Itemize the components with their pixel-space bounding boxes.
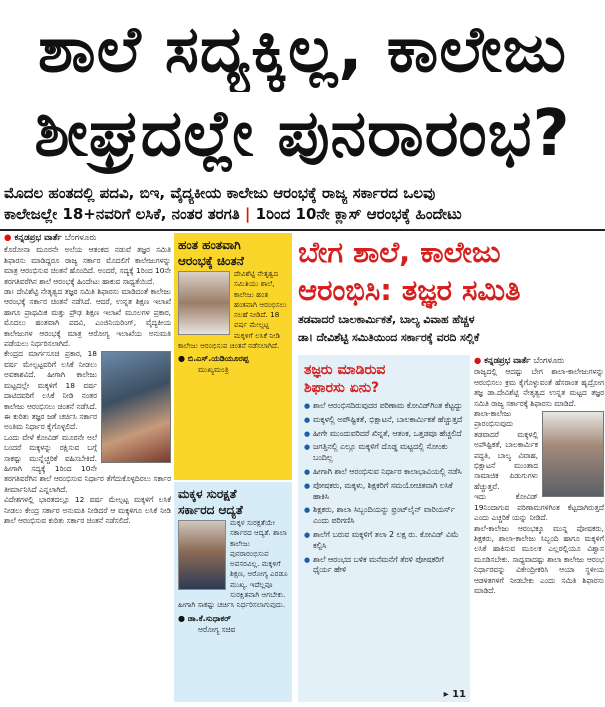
byline-place: ಬೆಂಗಳೂರು <box>64 233 97 243</box>
cm-signatory: ● ಬಿ.ಎಸ್.ಯಡಿಯೂರಪ್ಪ <box>178 354 249 364</box>
cm-box-title-2: ಆರಂಭಕ್ಕೆ ಚಿಂತನೆ <box>178 254 244 268</box>
cm-portrait <box>178 271 230 335</box>
left-article-body <box>4 245 171 526</box>
list-item: ● ಶಾಲೆಗೆ ಬರುವ ಮಕ್ಕಳಿಗೆ ತಲಾ 2 ಲಕ್ಷ ರು. ಕೋವಿಡ್ ವಿಮೆ ಕಲ್ಪಿಸಿ <box>304 530 464 552</box>
byline-source: ಕನ್ನಡಪ್ರಭ ವಾರ್ತೆ <box>14 233 62 243</box>
headline-line-1: ಶಾಲೆ ಸದ್ಯಕ್ಕಿಲ್ಲ, ಕಾಲೇಜು <box>37 13 568 87</box>
byline-bullet-icon: ● <box>474 355 482 365</box>
right-paragraph: ಶಾಲೆ-ಕಾಲೇಜು ಆರಂಭಕ್ಕೂ ಮುನ್ನ ಪೋಷಕರು, ಶಿಕ್ಷಕರು, ಶಾಲಾ-ಕಾಲೇಜು ಸಿಬ್ಬಂದಿ ಹಾಗೂ ಮಕ್ಕಳಿಗೆ ಲಸಿಕೆ ಹಾಕಿಸುವ ಮೂಲಕ ಎಲ್ಲರಲ್ಲಿಯೂ ವಿಶ್ವಾಸ ಮೂಡಿಸಬೇಕು. ಸಾಧ್ಯವಾದಷ್ಟು ಶಾಲಾ ಕಾಲೇಜು ಆರಂಭ ನಿರ್ಧಾರವನ್ನು ವಿಕೇಂದ್ರೀಕರಿಸಿ ಆಯಾ ಸ್ಥಳೀಯ ಆಡಳಿತಗಳಿಗೆ ನೀಡಬೇಕು ಎಂದು ಸಮಿತಿ ಶಿಫಾರಸು ಮಾಡಿದೆ. <box>474 523 604 595</box>
list-item: ● ಹೀಗಾಗಿ ಶಾಲೆ ಆರಂಭಿಸುವ ನಿರ್ಧಾರ ಕಾಲಾಭಾವಿಯಲ್ಲಿ ನಡೆಸಿ <box>304 467 464 478</box>
byline-place: ಬೆಂಗಳೂರು <box>533 355 565 365</box>
students-photo <box>101 351 171 463</box>
list-item: ● ಪೋಷಕರು, ಮಕ್ಕಳು, ಶಿಕ್ಷಕರಿಗೆ ಸಮಯೋಚಿತವಾಗಿ ಲಸಿಕೆ ಹಾಕಿಸಿ <box>304 481 464 503</box>
list-item: ● ಜಗತ್ತಿನಲ್ಲಿ ಎಲ್ಲೂ ಮಕ್ಕಳಿಗೆ ದೊಡ್ಡ ಮಟ್ಟದಲ್ಲಿ ಸೋಂಕು ಬಂದಿಲ್ಲ <box>304 442 464 464</box>
secondary-subheadline <box>298 311 604 349</box>
subhead-line-2b: 1ರಿಂದ 10ನೇ ಕ್ಲಾಸ್ ಆರಂಭಕ್ಕೆ ಹಿಂದೇಟು <box>255 205 462 223</box>
subhead-separator: | <box>244 205 251 223</box>
health-box-title-2: ಸರ್ಕಾರದ ಆದ್ಯತೆ <box>178 503 243 517</box>
list-item: ● ಹೀಗೇ ಮುಂದುವರಿದರೆ ಖಿನ್ನತೆ, ಆತಂಕ, ಒತ್ತಡವೂ ಹೆಚ್ಚಲಿದೆ <box>304 429 464 440</box>
byline-bullet-icon: ● <box>4 233 12 243</box>
cm-role: ಮುಖ್ಯಮಂತ್ರಿ <box>198 365 229 375</box>
recommendations-title-2: ಶಿಫಾರಸು ಏನು? <box>304 380 380 396</box>
subhead-line-2 <box>4 204 602 225</box>
secondary-headline <box>298 233 604 309</box>
left-paragraph: ವಿದೇಶಗಳಲ್ಲಿ ಭಾರತದಲ್ಲೂ 12 ವರ್ಷ ಮೇಲ್ಪಟ್ಟ ಮಕ್ಕಳಿಗೆ ಲಸಿಕೆ ನೀಡಲು ಕೇಂದ್ರ ಸರ್ಕಾರ ಅನುಮತಿ ನೀಡಿದರೆ ಆ ಮಕ್ಕಳಿಗೂ ಲಸಿಕೆ ನೀಡಿ ಶಾಲೆ ಆರಂಭಿಸುವ ಕುರಿತು ಸರ್ಕಾರ ಚಿಂತನೆ ನಡೆಸಲಿದೆ. <box>4 495 171 525</box>
list-item: ● ಶಾಲೆ ಆರಂಭಿಸದಿರುವುದರ ಪರಿಣಾಮ ಕೋವಿಡ್‌ಗಿಂತ ಕೆಟ್ಟದ್ದು <box>304 401 464 412</box>
subhead-line-2a: ಕಾಲೇಜಲ್ಲೇ 18+ನವರಿಗೆ ಲಸಿಕೆ, ನಂತರ ತರಗತಿ <box>4 205 240 223</box>
recommendations-title-1: ತಜ್ಞರು ಮಾಡಿರುವ <box>304 362 386 378</box>
secondary-sub-line-2: ಡಾ। ದೇವಿಶೆಟ್ಟಿ ಸಮಿತಿಯಿಂದ ಸರ್ಕಾರಕ್ಕೆ ವರದಿ ಸಲ್ಲಿಕೆ <box>298 331 480 344</box>
list-item: ● ಶಾಲೆ ಆರಂಭದ ಬಳಿಕ ಮನೆಮನೆಗೆ ತೆರಳಿ ಪೋಷಕರಿಗೆ ಧೈರ್ಯ ಹೇಳಿ <box>304 555 464 577</box>
health-box-title-1: ಮಕ್ಕಳ ಸುರಕ್ಷತೆ <box>178 487 237 501</box>
main-headline <box>0 0 605 180</box>
subheadline <box>4 183 602 227</box>
recommendations-title <box>304 361 464 397</box>
secondary-headline-line-2: ಆರಂಭಿಸಿ: ತಜ್ಞರ ಸಮಿತಿ <box>298 273 521 307</box>
left-article <box>4 233 171 703</box>
right-paragraph: ಶಾಲಾ-ಕಾಲೇಜು ಪ್ರಾರಂಭಿಸುವುದು ತಡವಾದರೆ ಮಕ್ಕಳಲ್ಲಿ ಅಪೌಷ್ಟಿಕತೆ, ಬಾಲಕಾರ್ಮಿಕ ಪದ್ಧತಿ, ಬಾಲ್ಯ ವಿವಾಹ, ಭಿಕ್ಷಾಟನೆ ಮುಂತಾದ ಸಾಮಾಜಿಕ ಪಿಡುಗುಗಳು ಹೆಚ್ಚುತ್ತವೆ. <box>474 409 538 491</box>
cm-box-caption: ದೇವಿಶೆಟ್ಟಿ ನೇತೃತ್ವದ ಸಮಿತಿಯು ಶಾಲೆ, ಕಾಲೇಜು ಹಂತ ಹಂತವಾಗಿ ಆರಂಭಿಸಲು ಸಲಹೆ ನೀಡಿದೆ. 18 ವರ್ಷ ಮೇಲ್ಪಟ್ಟ ಮಕ್ಕಳಿಗೆ ಲಸಿಕೆ ನೀಡಿ ಕಾಲೇಜು ಆರಂಭಿಸುವ ಚಿಂತನೆ ನಡೆಸಲಾಗಿದೆ. <box>178 269 287 351</box>
left-paragraph: ಕೇಂದ್ರದ ಮಾರ್ಗಸೂಚಿ ಪ್ರಕಾರ, 18 ವರ್ಷ ಮೇಲ್ಪಟ್ಟವರಿಗೆ ಲಸಿಕೆ ನೀಡಲು ಅವಕಾಶವಿದೆ. ಹೀಗಾಗಿ ಕಾಲೇಜು ಮಟ್ಟದಲ್ಲೇ ಮಕ್ಕಳಿಗೆ 18 ವರ್ಷ ದಾಟಿದವರಿಗೆ ಲಸಿಕೆ ನೀಡಿ ನಂತರ ಕಾಲೇಜು ಆರಂಭಿಸಲು ಚಿಂತನೆ ನಡೆಸಿದೆ. ಈ ಕುರಿತು ತಜ್ಞರ ಜತೆ ಚರ್ಚಿಸಿ ಸರ್ಕಾರ ಅಂತಿಮ ನಿರ್ಧಾರ ಕೈಗೊಳ್ಳಲಿದೆ. <box>4 349 97 432</box>
headline-line-2: ಶೀಘ್ರದಲ್ಲೇ ಪುನರಾರಂಭ? <box>34 97 571 171</box>
recommendations-list <box>304 401 464 576</box>
secondary-sub-line-1: ತಡವಾದರೆ ಬಾಲಕಾರ್ಮಿಕತೆ, ಬಾಲ್ಯ ವಿವಾಹ ಹೆಚ್ಚಳ <box>298 313 475 326</box>
recommendations-box <box>298 355 470 702</box>
cm-box-title-1: ಹಂತ ಹಂತವಾಗಿ <box>178 238 241 252</box>
right-paragraph: ಇದು ಕೋವಿಡ್ 19ನಿಂದಾಗುವ ಪರಿಣಾಮಗಳಿಗಿಂತ ಕೆಟ್ಟದಾಗಿರುತ್ತದೆ ಎಂದು ಎಚ್ಚರಿಕೆ ಯನ್ನು ನೀಡಿದೆ. <box>474 492 604 523</box>
cm-quote-box <box>174 233 292 480</box>
health-minister-box <box>174 482 292 702</box>
left-byline <box>4 233 171 243</box>
list-item: ● ಶಿಕ್ಷಕರು, ಶಾಲಾ ಸಿಬ್ಬಂದಿಯನ್ನು ಫ್ರಂಟ್‌ಲೈನ್ ವಾರಿಯರ್ಸ್ ಎಂದು ಪರಿಗಣಿಸಿ <box>304 505 464 527</box>
list-item: ● ಮಕ್ಕಳಲ್ಲಿ ಅಪೌಷ್ಟಿಕತೆ, ಭಿಕ್ಷಾಟನೆ, ಬಾಲಕಾರ್ಮಿಕತೆ ಹೆಚ್ಚುತ್ತದೆ <box>304 415 464 426</box>
right-article <box>474 355 604 702</box>
subhead-line-1: ಮೊದಲ ಹಂತದಲ್ಲಿ ಪದವಿ, ಬಿಇ, ವೈದ್ಯಕೀಯ ಕಾಲೇಜು ಆರಂಭಕ್ಕೆ ರಾಜ್ಯ ಸರ್ಕಾರದ ಒಲವು <box>4 184 436 202</box>
left-paragraph: ಡಾ। ದೇವಿಶೆಟ್ಟಿ ನೇತೃತ್ವದ ತಜ್ಞರ ಸಮಿತಿ ಶಿಫಾರಸು ಮಾಡಿದಂತೆ ಕಾಲೇಜು ಆರಂಭಕ್ಕೆ ಸರ್ಕಾರ ಚಿಂತನೆ ನಡೆಸಿದೆ. ಆದರೆ, ಉನ್ನತ ಶಿಕ್ಷಣ ಇಲಾಖೆ ಹಾಗೂ ಪ್ರಾಥಮಿಕ ಮತ್ತು ಪ್ರೌಢ ಶಿಕ್ಷಣ ಇಲಾಖೆ ಮೂಲಗಳ ಪ್ರಕಾರ, ಮೊದಲು ಹಂತವಾಗಿ ಪದವಿ, ಎಂಜಿನಿಯರಿಂಗ್, ವೈದ್ಯಕೀಯ ಕಾಲೇಜುಗಳ ಆರಂಭಕ್ಕೆ ಮಾತ್ರ ಆರೋಗ್ಯ ಇಲಾಖೆಯ ಅನುಮತಿ ಪಡೆಯಲು ನಿರ್ಧರಿಸಲಾಗಿದೆ. <box>4 287 171 349</box>
byline-source: ಕನ್ನಡಪ್ರಭ ವಾರ್ತೆ <box>484 355 531 365</box>
health-signatory: ● ಡಾ.ಕೆ.ಸುಧಾಕರ್ <box>178 613 231 623</box>
right-byline <box>474 355 604 365</box>
continued-page-number: ▸ 11 <box>443 689 466 700</box>
secondary-headline-line-1: ಬೇಗ ಶಾಲೆ, ಕಾಲೇಜು <box>298 235 501 269</box>
right-paragraph: ರಾಜ್ಯದಲ್ಲಿ ಆದಷ್ಟು ಬೇಗ ಶಾಲಾ-ಕಾಲೇಜುಗಳನ್ನು ಆರಂಭಿಸಲು ಕ್ರಮ ಕೈಗೊಳ್ಳುವಂತೆ ಹೆಸರಾಂತ ಹೃದ್ರೋಗ ತಜ್ಞ ಡಾ.ದೇವಿಶೆಟ್ಟಿ ನೇತೃತ್ವದ ಉನ್ನತ ಮಟ್ಟದ ತಜ್ಞರ ಸಮಿತಿ ರಾಜ್ಯ ಸರ್ಕಾರಕ್ಕೆ ಶಿಫಾರಸು ಮಾಡಿದೆ. <box>474 367 604 408</box>
health-box-caption: ಮಕ್ಕಳ ಸುರಕ್ಷತೆಯೇ ಸರ್ಕಾರದ ಆದ್ಯತೆ. ಶಾಲಾ ಕಾಲೇಜು ಪುನರಾರಂಭಿಸುವ ಅವಸರವಿಲ್ಲ. ಮಕ್ಕಳಿಗೆ ಶಿಕ್ಷಣ, ಆರೋಗ್ಯ ಎರಡೂ ಮುಖ್ಯ. ಇದೆಲ್ಲವೂ ಸುರಕ್ಷಿತವಾಗಿ ಆಗಬೇಕು. ಹೀಗಾಗಿ ಸಾಕಷ್ಟು ಚರ್ಚಿಸಿ ನಿರ್ಧರಿಸಲಾಗುವುದು. <box>178 518 288 610</box>
health-role: ಆರೋಗ್ಯ ಸಚಿವ <box>198 624 236 634</box>
left-paragraph: ಕೊರೋನಾ ಮೂರನೇ ಅಲೆಯ ಆತಂಕದ ನಡುವೆ ತಜ್ಞರ ಸಮಿತಿ ಶಿಫಾರಸು ಮಾಡಿದ್ದರೂ ರಾಜ್ಯ ಸರ್ಕಾರ ಮೊದಲಿಗೆ ಕಾಲೇಜುಗಳನ್ನು ಮಾತ್ರ ಆರಂಭಿಸುವ ಚಿಂತನೆ ಹೊಂದಿದೆ. ಅಂದರೆ, ಸದ್ಯಕ್ಕೆ 1ರಿಂದ 10ನೇ ತರಗತಿವರೆಗಿನ ಶಾಲೆ ಆರಂಭಕ್ಕೆ ಹಿಂದೇಟು ಹಾಕುವ ಸಾಧ್ಯತೆಯಿದೆ. <box>4 245 171 286</box>
left-paragraph: ಒಂದು ವೇಳೆ ಕೋವಿಡ್ ಮೂರನೇ ಅಲೆ ಬಂದರೆ ಮಕ್ಕಳನ್ನು ರಕ್ಷಿಸುವ ಬಗ್ಗೆ ಸಾಕಷ್ಟು ಮುನ್ನೆಚ್ಚರಿಕೆ ವಹಿಸಬೇಕಿದೆ. ಹೀಗಾಗಿ ಸದ್ಯಕ್ಕೆ 1ರಿಂದ 10ನೇ ತರಗತಿವರೆಗಿನ ಶಾಲೆ ಆರಂಭಿಸುವ ನಿರ್ಧಾರ ತೆಗೆದುಕೊಳ್ಳದಿರಲು ಸರ್ಕಾರ ತೀರ್ಮಾನಿಸಿದೆ ಎನ್ನಲಾಗಿದೆ. <box>4 432 171 494</box>
health-minister-portrait <box>178 520 226 590</box>
divider-rule <box>0 229 605 231</box>
devi-shetty-portrait <box>542 411 604 497</box>
